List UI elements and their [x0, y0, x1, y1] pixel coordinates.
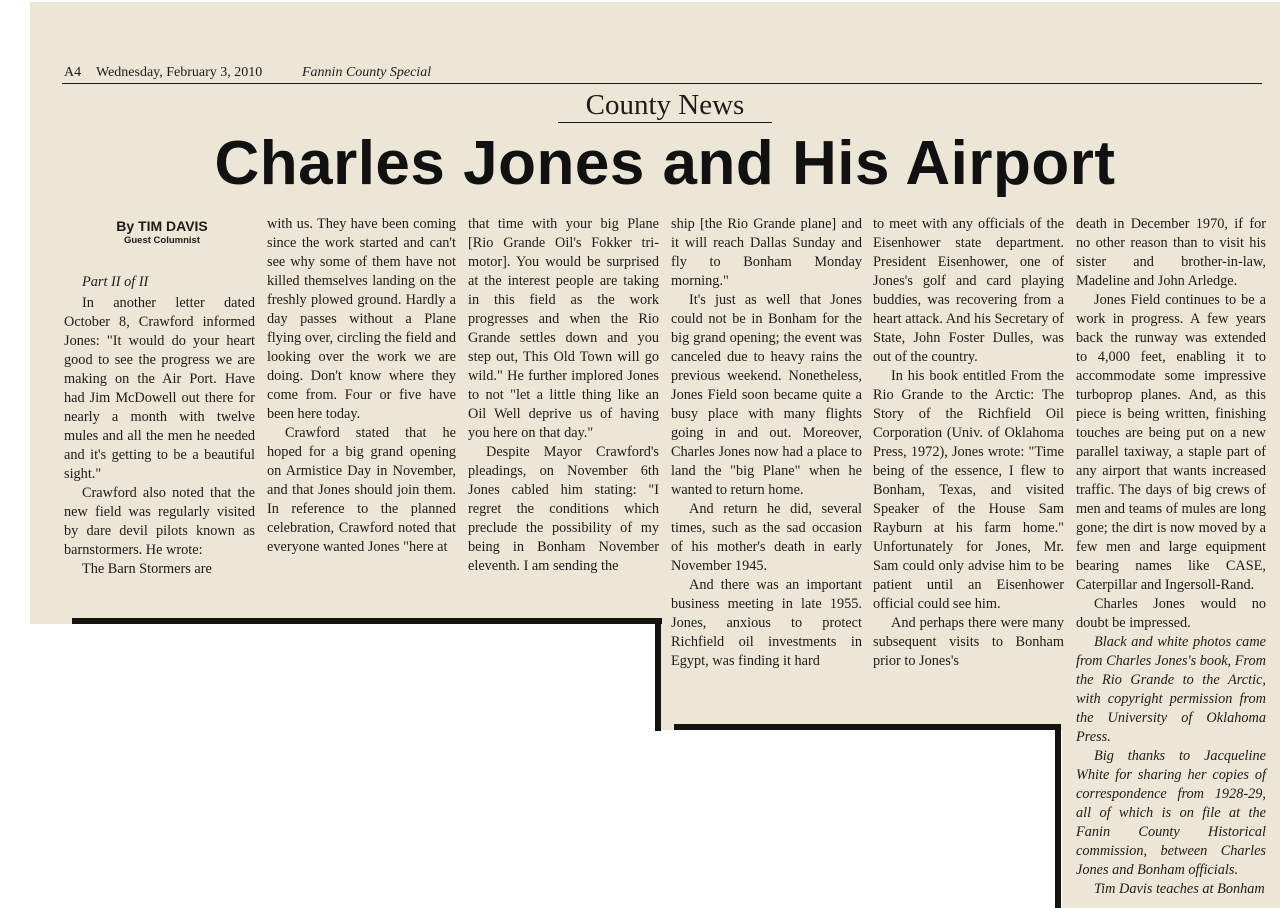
photo-credit: Black and white photos came from Charles Jones's book, From the Rio Grande to the Arctic, with copyright permission from the University of Oklahoma Press. [1076, 634, 1266, 745]
photo-border [655, 618, 661, 731]
section-title: County News [558, 88, 772, 123]
article-column-6 [1076, 215, 1266, 899]
byline [64, 218, 260, 246]
paragraph: that time with your big Plane [Rio Grande Oil's Fokker tri-motor]. You would be surprised at the interest people are taking in this field as the work progresses and when the Rio Grande settles down and you step out, This Old Town will go wild." He further implored Jones to not "let a little thing like an Oil Well deprive us of having you here on that day." [468, 216, 659, 441]
masthead-rule [62, 83, 1262, 84]
article-column-5 [873, 215, 1064, 671]
author-role: Guest Columnist [123, 235, 200, 246]
masthead [62, 62, 1262, 84]
part-label: Part II of II [82, 274, 149, 290]
photo-border [72, 618, 662, 624]
paragraph: ship [the Rio Grande plane] and it will reach Dallas Sunday and fly to Bonham Monday morning." [671, 216, 862, 289]
paragraph: It's just as well that Jones could not be in Bonham for the big grand opening; the event was canceled due to heavy rains the previous weekend. Nonetheless, Jones Field soon became quite a busy place with many flights going in and out. Moreover, Charles Jones now had a place to land the "big Plane" when he wanted to return home. [671, 292, 862, 498]
paragraph: Crawford stated that he hoped for a big grand opening on Armistice Day in November, and that Jones should join them. In reference to the planned celebration, Crawford noted that everyone wanted Jones "here at [267, 425, 456, 555]
paragraph: In another letter dated October 8, Crawford informed Jones: "It would do your heart good to see the progress we are making on the Air Port. Have had Jim McDowell out there for nearly a month with twelve mules and all the men he needed and it's getting to be a beautiful sight." [64, 295, 255, 482]
paragraph: The Barn Stormers are [82, 561, 212, 577]
photo-border [1055, 724, 1061, 908]
paragraph: death in December 1970, if for no other reason than to visit his sister and brother-in-law, Madeline and John Arledge. [1076, 216, 1266, 289]
publication-name: Fannin County Special [302, 65, 432, 80]
author-bio: Tim Davis teaches at Bonham [1094, 881, 1265, 897]
paragraph: And perhaps there were many subsequent visits to Bonham prior to Jones's [873, 615, 1064, 669]
paragraph: to meet with any officials of the Eisenhower state department. President Eisenhower, one of Jones's golf and card playing buddies, was recovering from a heart attack. And his Secretary of State, John Foster Dulles, was out of the country. [873, 216, 1064, 365]
page-number: A4 [64, 65, 82, 80]
author-name: By TIM DAVIS [116, 218, 208, 234]
acknowledgement: Big thanks to Jacqueline White for sharing her copies of correspondence from 1928-29, all of which is on file at the Fanin County Historical commission, between Charles Jones and Bonham officials. [1076, 748, 1266, 878]
article-column-1 [64, 273, 255, 579]
paragraph: Charles Jones would no doubt be impressed. [1076, 596, 1266, 631]
paragraph: And there was an important business meeting in late 1955. Jones, anxious to protect Richfield oil investments in Egypt, was finding it hard [671, 577, 862, 669]
paragraph: Crawford also noted that the new field was regularly visited by dare devil pilots known as barnstormers. He wrote: [64, 485, 255, 558]
paragraph: And return he did, several times, such as the sad occasion of his mother's death in early November 1945. [671, 501, 862, 574]
issue-date: Wednesday, February 3, 2010 [96, 65, 263, 80]
article-column-4 [671, 215, 862, 671]
paragraph: In his book entitled From the Rio Grande to the Arctic: The Story of the Richfield Oil Corporation (Univ. of Oklahoma Press, 1972), Jones wrote: "Time being of the essence, I flew to Bonham, Texas, and visited Speaker of the House Sam Rayburn at his farm home." Unfortunately for Jones, Mr. Sam could only advise him to be patient until an Eisenhower official could see him. [873, 368, 1064, 612]
paragraph: with us. They have been coming since the work started and can't see why some of them have not killed themselves landing on the freshly plowed ground. Hardly a day passes without a Plane flying over, circling the field and looking over the work we are doing. Don't know where they come from. Four or five have been here today. [267, 216, 456, 422]
headline: Charles Jones and His Airport [214, 129, 1116, 198]
paragraph: Despite Mayor Crawford's pleadings, on November 6th Jones cabled him stating: "I regret the conditions which preclude the possibility of my being in Bonham November eleventh. I am sending the [468, 444, 659, 574]
photo-border [674, 724, 1060, 730]
article-column-3 [468, 215, 659, 576]
paragraph: Jones Field continues to be a work in progress. A few years back the runway was extended to 4,000 feet, enabling it to accommodate some impressive turboprop planes. And, as this piece is being written, finishing touches are being put on a new parallel taxiway, a staple part of any airport that wants increased traffic. The days of big crews of men and teams of mules are long gone; the dirt is now moved by a few men and large equipment bearing names like CASE, Caterpillar and Ingersoll-Rand. [1076, 292, 1266, 593]
article-column-2 [267, 215, 456, 557]
